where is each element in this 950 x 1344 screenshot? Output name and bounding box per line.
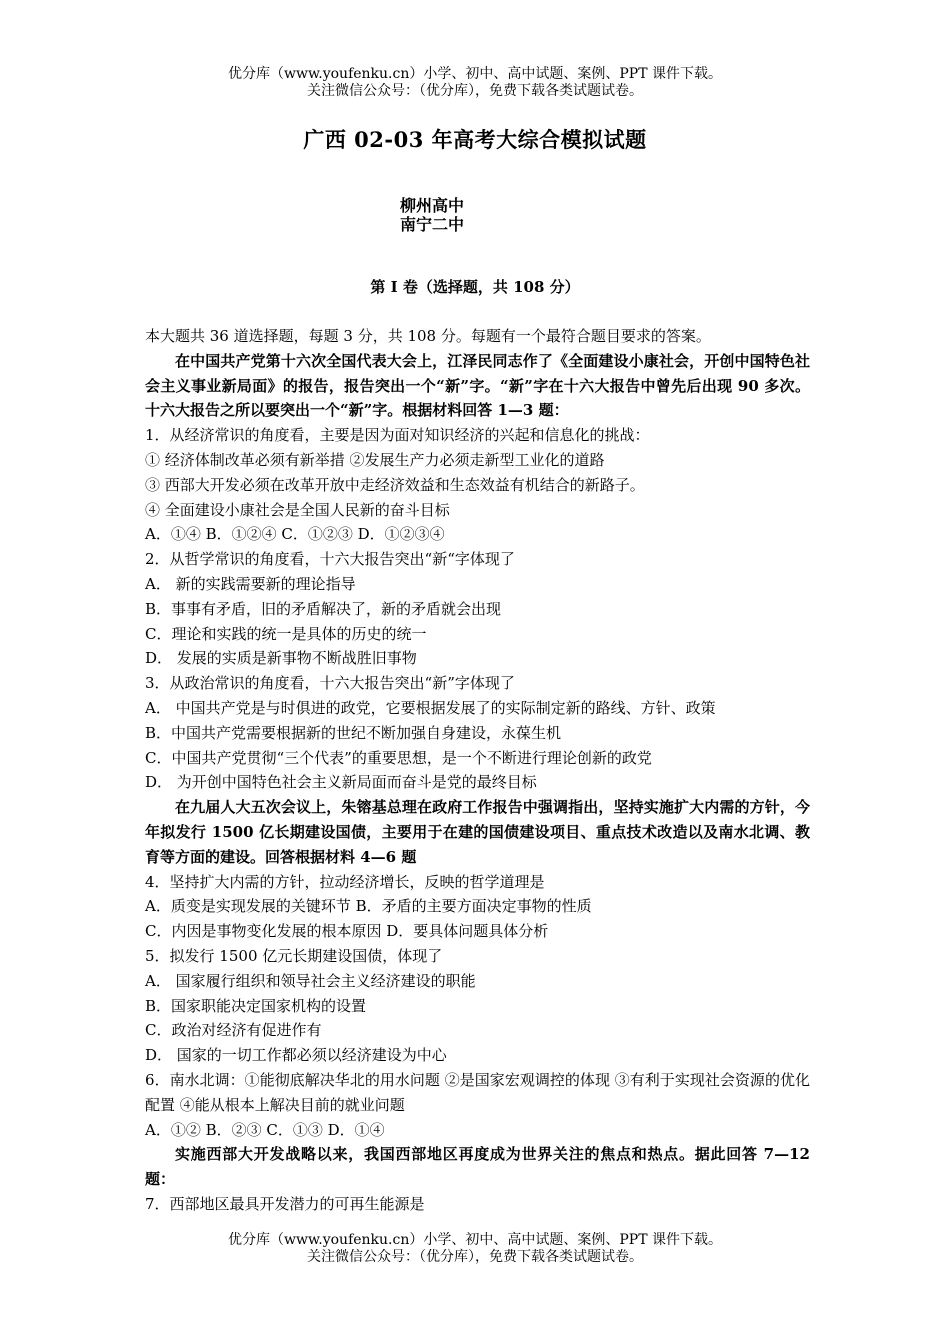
question-2-stem: 2．从哲学常识的角度看，十六大报告突出“新“字体现了	[145, 550, 515, 569]
footer-line-1: 优分库（www.youfenku.cn）小学、初中、高中试题、案例、PPT 课件下载。	[227, 1232, 722, 1248]
question-1-item: ③ 西部大开发必须在改革开放中走经济效益和生态效益有机结合的新路子。	[145, 475, 645, 494]
header-line-1: 优分库（www.youfenku.cn）小学、初中、高中试题、案例、PPT 课件下载。	[227, 66, 722, 82]
question-4-options: C．内因是事物变化发展的根本原因 D．要具体问题具体分析	[145, 922, 549, 941]
question-4-stem: 4．坚持扩大内需的方针，拉动经济增长，反映的哲学道理是	[145, 872, 545, 891]
school-name: 柳州高中	[400, 196, 465, 215]
question-3-option: B．中国共产党需要根据新的世纪不断加强自身建设，永葆生机	[145, 723, 562, 742]
question-3-option: D． 为开创中国特色社会主义新局面而奋斗是党的最终目标	[145, 773, 537, 792]
question-6-options: A．①② B．②③ C．①③ D．①④	[145, 1120, 385, 1139]
question-4-options: A．质变是实现发展的关键环节 B．矛盾的主要方面决定事物的性质	[145, 897, 592, 916]
school-name: 南宁二中	[400, 215, 465, 234]
question-1-item: ① 经济体制改革必须有新举措 ②发展生产力必须走新型工业化的道路	[145, 450, 605, 469]
question-2-option: D． 发展的实质是新事物不断战胜旧事物	[145, 649, 417, 668]
section-heading: 第 I 卷（选择题，共 108 分）	[370, 278, 580, 296]
material-paragraph: 在中国共产党第十六次全国代表大会上，江泽民同志作了《全面建设小康社会，开创中国特色社会主义事业新局面》的报告，报告突出一个“新”字。“新”字在十六大报告中曾先后出现 90 多次。十六大报告之所以要突出一个“新”字。根据材料回答 1—3 题：	[145, 351, 810, 420]
question-6-stem: 6．南水北调：①能彻底解决华北的用水问题 ②是国家宏观调控的体现 ③有利于实现社会资源的优化配置 ④能从根本上解决目前的就业问题	[145, 1070, 810, 1114]
question-1-stem: 1．从经济常识的角度看，主要是因为面对知识经济的兴起和信息化的挑战：	[145, 426, 650, 445]
document-body	[145, 324, 810, 1217]
question-5-stem: 5．拟发行 1500 亿元长期建设国债，体现了	[145, 946, 443, 965]
question-3-stem: 3．从政治常识的角度看，十六大报告突出“新”字体现了	[145, 674, 515, 693]
question-7-stem: 7．西部地区最具开发潜力的可再生能源是	[145, 1194, 425, 1213]
footer-line-2: 关注微信公众号：（优分库），免费下载各类试题试卷。	[307, 1249, 643, 1265]
question-5-option: C．政治对经济有促进作有	[145, 1021, 322, 1040]
question-5-option: B．国家职能决定国家机构的设置	[145, 996, 367, 1015]
question-2-option: A． 新的实践需要新的理论指导	[145, 574, 356, 593]
question-1-options: A．①④ B．①②④ C．①②③ D．①②③④	[145, 525, 445, 544]
material-paragraph: 实施西部大开发战略以来，我国西部地区再度成为世界关注的焦点和热点。据此回答 7—12 题：	[145, 1145, 810, 1189]
question-2-option: B．事事有矛盾，旧的矛盾解决了，新的矛盾就会出现	[145, 599, 502, 618]
intro-text: 本大题共 36 道选择题，每题 3 分，共 108 分。每题有一个最符合题目要求的答案。	[145, 327, 711, 345]
question-3-option: A． 中国共产党是与时俱进的政党，它要根据发展了的实际制定新的路线、方针、政策	[145, 698, 716, 717]
document-title: 广西 02-03 年高考大综合模拟试题	[303, 127, 647, 152]
question-5-option: D． 国家的一切工作都必须以经济建设为中心	[145, 1046, 447, 1065]
material-paragraph: 在九届人大五次会议上，朱镕基总理在政府工作报告中强调指出，坚持实施扩大内需的方针，今年拟发行 1500 亿长期建设国债，主要用于在建的国债建设项目、重点技术改造以及南水北调、教育等方面的建设。回答根据材料 4—6 题	[145, 798, 810, 866]
header-line-2: 关注微信公众号：（优分库），免费下载各类试题试卷。	[307, 83, 643, 99]
question-3-option: C．中国共产党贯彻“三个代表”的重要思想，是一个不断进行理论创新的政党	[145, 748, 652, 767]
question-5-option: A． 国家履行组织和领导社会主义经济建设的职能	[145, 971, 476, 990]
page-header	[0, 66, 950, 100]
question-1-item: ④ 全面建设小康社会是全国人民新的奋斗目标	[145, 500, 450, 519]
question-2-option: C．理论和实践的统一是具体的历史的统一	[145, 624, 427, 643]
page-footer	[0, 1232, 950, 1266]
school-list	[400, 196, 464, 234]
